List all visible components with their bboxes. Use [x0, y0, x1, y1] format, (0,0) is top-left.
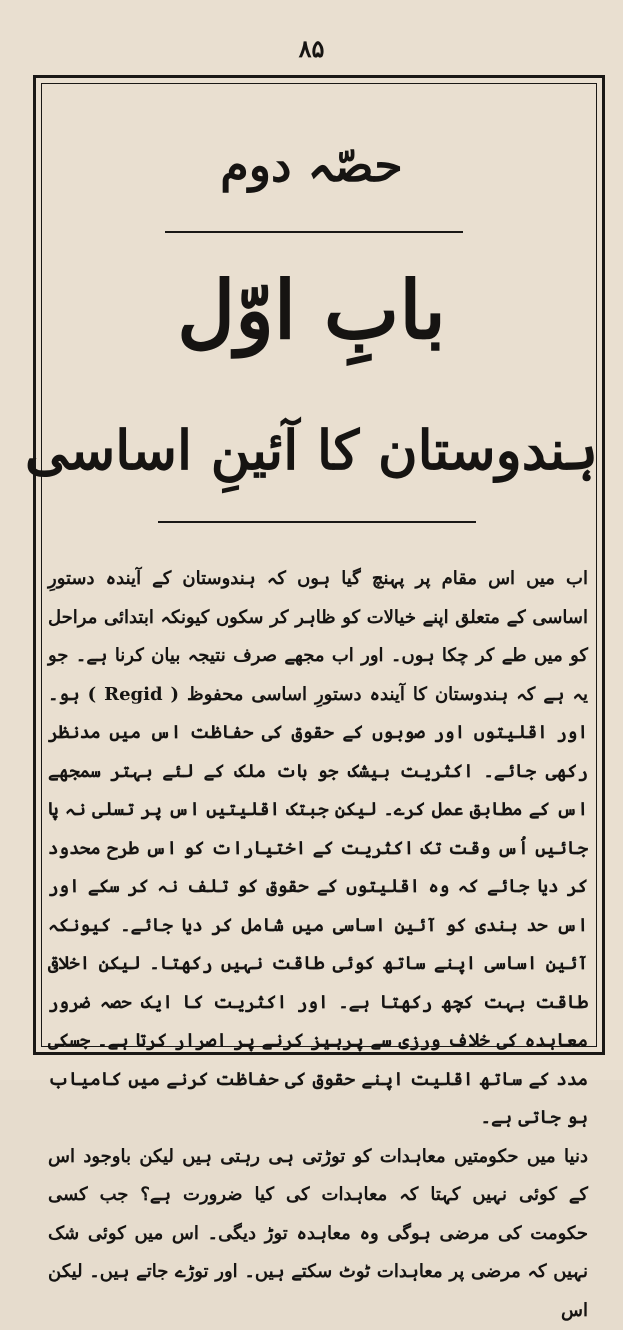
body-text [48, 560, 588, 1330]
page-number: ۸۵ [0, 34, 623, 63]
chapter-title: بابِ اوّل [0, 262, 623, 358]
paragraph: دنیا میں حکومتیں معاہدات کو توڑتی ہی رہتی ہیں لیکن باوجود اس کے کوئی نہیں کہتا کہ معاہدات کی کیا ضرورت ہے؟ جب کسی حکومت کی مرضی ہوگی وہ معاہدہ توڑ دیگی۔ اس میں کوئی شک نہیں کہ مرضی پر معاہدات ٹوٹ سکتے ہیں۔ اور توڑے جاتے ہیں۔ لیکن اس [48, 1138, 588, 1330]
paragraph: اب میں اس مقام پر پہنچ گیا ہوں کہ ہندوستان کے آیندہ دستورِ اساسی کے متعلق اپنے خیالات کو ظاہر کر سکوں کیونکہ ابتدائی مراحل کو میں طے کر چکا ہوں۔ اور اب مجھے صرف نتیجہ بیان کرنا ہے۔ جو یہ ہے کہ ہندوستان کا آیندہ دستورِ اساسی محفوظ ( Regid ) ہو۔ اور اقلیتوں اور صوبوں کے حقوق کی حفاظت اس میں مدنظر رکھی جائے۔ اکثریت بیشک جو بات ملک کے لئے بہتر سمجھے اس کے مطابق عمل کرے۔ لیکن جبتک اقلیتیں اس پر تسلی نہ پا جائیں اُس وقت تک اکثریت کے اختیارات کو اس طرح محدود کر دیا جائے کہ وہ اقلیتوں کے حقوق کو تلف نہ کر سکے اور اس حد بندی کو آئینِ اساسی میں شامل کر دیا جائے۔ کیونکہ آئینِ اساسی اپنے ساتھ کوئی طاقت نہیں رکھتا۔ لیکن اخلاقی طاقت بہت کچھ رکھتا ہے۔ اور اکثریت کا ایک حصہ ضرور معاہدہ کی خلاف ورزی سے پرہیز کرنے پر اصرار کرتا ہے۔ جسکی مدد کے ساتھ اقلیت اپنے حقوق کی حفاظت کرنے میں کامیاب ہو جاتی ہے۔ [48, 560, 588, 1138]
divider-top [165, 231, 463, 233]
divider-bottom [158, 521, 476, 523]
chapter-subtitle: ہندوستان کا آئینِ اساسی [0, 418, 623, 483]
part-title: حصّہ دوم [0, 138, 623, 192]
